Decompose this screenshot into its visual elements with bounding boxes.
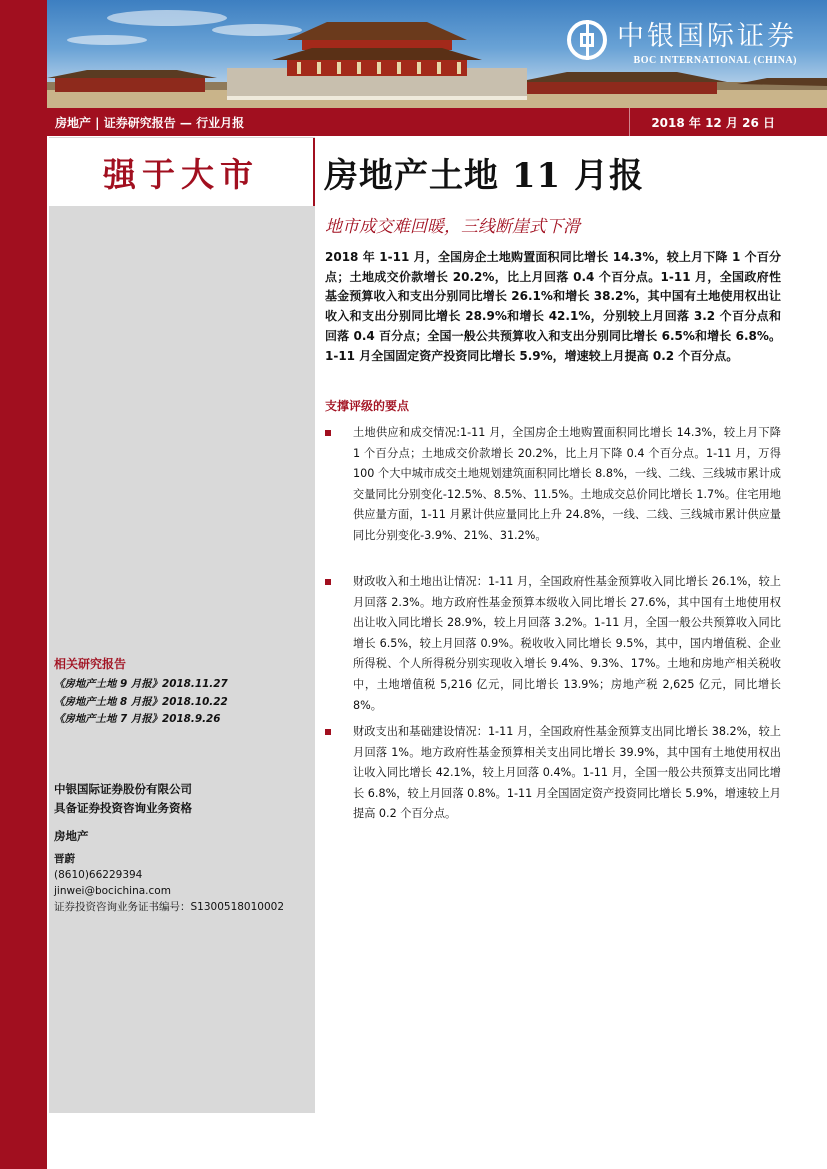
key-point-item — [325, 572, 783, 716]
analyst-info — [54, 851, 284, 915]
key-point-item — [325, 423, 783, 547]
related-report-link[interactable]: 《房地产土地 9 月报》2018.11.27 — [54, 678, 228, 690]
key-point-item — [325, 722, 783, 825]
report-date: 2018 年 12 月 26 日 — [651, 115, 775, 130]
company-info — [54, 780, 192, 818]
report-category: 房地产 | 证券研究报告 — 行业月报 — [55, 115, 245, 130]
bullet-square-icon — [325, 579, 331, 585]
related-report-link[interactable]: 《房地产土地 8 月报》2018.10.22 — [54, 695, 228, 708]
left-accent-bar — [0, 0, 47, 1169]
sidebar-panel — [49, 137, 315, 1113]
company-name: 中银国际证券股份有限公司 — [54, 782, 192, 796]
key-point-text: 财政收入和土地出让情况：1-11 月，全国政府性基金预算收入同比增长 26.1%，较上月回落 2.3%。地方政府性基金预算本级收入同比增长 27.6%，其中国有土地使用权出让收入同比增长 28.9%，较上月回落 3.2%。1-11 月，全国一般公共预算收入同比增长 6.5%，较上月回落 0.9%。税收收入同比增长 9.5%，其中，国内增值税、企业所得税、个人所得税分别实现收入增长 9.4%、9.3%、17%。土地和房地产相关税收中，土地增值税 5,216 亿元，同比增长 13.9%；房地产税 2,625 亿元，同比增长 8%。 — [353, 575, 781, 712]
boc-logo-icon — [567, 20, 607, 60]
header-divider — [629, 108, 630, 136]
related-report-link[interactable]: 《房地产土地 7 月报》2018.9.26 — [54, 713, 221, 725]
bullet-square-icon — [325, 729, 331, 735]
analyst-email[interactable]: jinwei@bocichina.com — [54, 885, 171, 897]
brand-name-cn: 中银国际证券 — [617, 21, 797, 52]
brand-logo — [567, 14, 797, 66]
key-point-text: 土地供应和成交情况:1-11 月，全国房企土地购置面积同比增长 14.3%，较上月下降 1 个百分点；土地成交价款增长 20.2%，比上月下降 0.4 个百分点。1-11 月，万得 100 个大中城市成交土地规划建筑面积同比增长 8.8%，一线、二线、三线城市累计成交量同比分别变化-12.5%、8.5%、11.5%。土地成交总价同比增长 1.7%。住宅用地供应量方面，1-11 月累计供应量同比上升 24.8%，一线、二线、三线城市累计供应量同比分别变化-3.9%、21%、31.2%。 — [353, 426, 781, 542]
bullet-square-icon — [325, 430, 331, 436]
header-banner — [47, 0, 827, 108]
report-subtitle: 地市成交难回暖，三线断崖式下滑 — [325, 217, 580, 237]
sector-label: 房地产 — [54, 829, 89, 843]
analyst-certificate: 证券投资咨询业务证书编号：S1300518010002 — [54, 901, 285, 913]
report-title: 房地产土地 11 月报 — [324, 156, 644, 196]
analyst-name: 晋蔚 — [54, 853, 75, 865]
related-reports-list — [54, 676, 228, 729]
key-points-heading: 支撑评级的要点 — [325, 399, 410, 413]
report-category-bar — [47, 108, 827, 136]
brand-name-en: BOC INTERNATIONAL (CHINA) — [633, 55, 797, 66]
report-summary: 2018 年 1-11 月，全国房企土地购置面积同比增长 14.3%，较上月下降 1 个百分点；土地成交价款增长 20.2%，比上月回落 0.4 个百分点。1-11 月，全国政府性基金预算收入和支出分别同比增长 26.1%和增长 38.2%，其中国有土地使用权出让收入和支出分别同比增长 28.9%和增长 42.1%，分别较上月回落 3.2 个百分点和回落 0.4 百分点；全国一般公共预算收入和支出分别同比增长 6.5%和增长 6.8%。1-11 月全国固定资产投资同比增长 5.9%，增速较上月提高 0.2 个百分点。 — [325, 250, 781, 363]
rating-badge: 强于大市 — [49, 138, 315, 206]
company-qualification: 具备证券投资咨询业务资格 — [54, 801, 192, 815]
key-point-text: 财政支出和基础建设情况：1-11 月，全国政府性基金预算支出同比增长 38.2%，较上月回落 1%。地方政府性基金预算相关支出同比增长 39.9%，其中国有土地使用权出让收入同比增长 42.1%，较上月回落 0.4%。1-11 月，全国一般公共预算支出同比增长 6.8%，较上月回落 0.8%。1-11 月全国固定资产投资同比增长 5.9%，增速较上月提高 0.2 个百分点。 — [353, 725, 781, 821]
analyst-phone: (8610)66229394 — [54, 869, 143, 881]
related-reports-heading: 相关研究报告 — [54, 657, 127, 671]
